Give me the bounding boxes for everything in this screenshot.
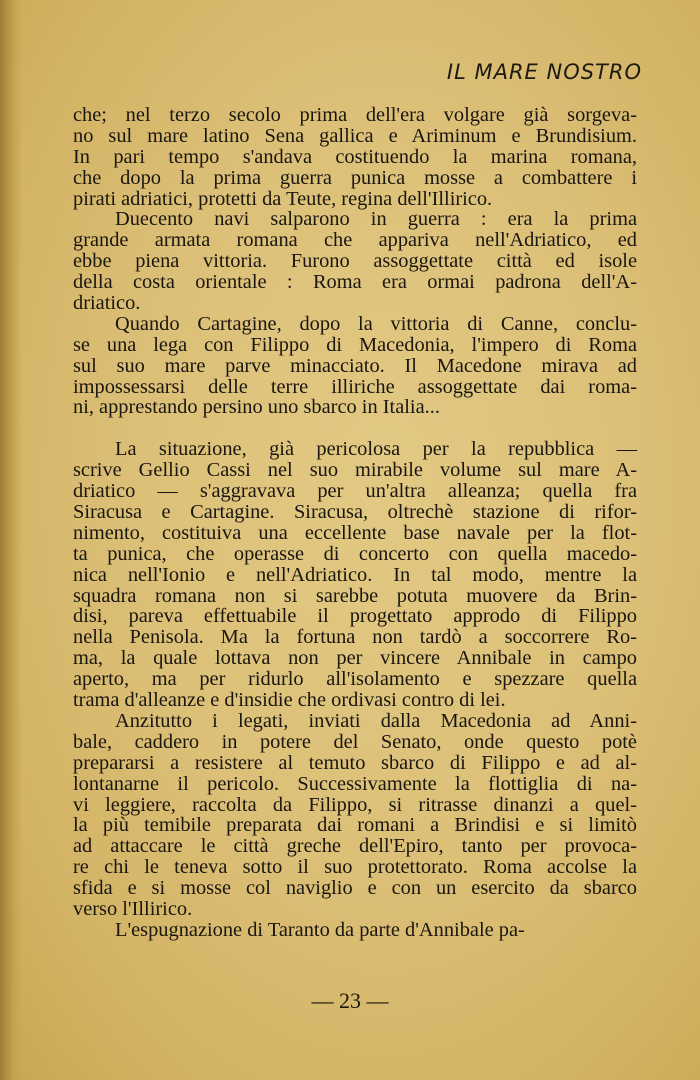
body-text bbox=[73, 105, 637, 941]
text-line: la più temibile preparata dai romani a Brindisi e si limitò bbox=[73, 814, 637, 837]
text-line: nica nell'Ionio e nell'Adriatico. In tal modo, mentre la bbox=[73, 563, 637, 586]
text-line: sfida e si mosse col naviglio e con un esercito da sbarco bbox=[73, 877, 637, 900]
paragraph bbox=[73, 314, 637, 418]
text-line: ni, apprestando persino uno sbarco in Italia... bbox=[73, 396, 440, 419]
text-line: re chi le teneva sotto il suo protettorato. Roma accolse la bbox=[73, 856, 637, 879]
text-line: In pari tempo s'andava costituendo la marina romana, bbox=[73, 145, 637, 168]
text-line: nella Penisola. Ma la fortuna non tardò a soccorrere Ro- bbox=[73, 626, 637, 649]
text-line: La situazione, già pericolosa per la repubblica — bbox=[115, 438, 637, 461]
text-line: scrive Gellio Cassi nel suo mirabile volume sul mare A- bbox=[73, 459, 637, 482]
text-line: ad attaccare le città greche dell'Epiro, tanto per provoca- bbox=[73, 835, 637, 858]
running-head: IL MARE NOSTRO bbox=[446, 60, 642, 84]
text-line: verso l'Illirico. bbox=[73, 897, 193, 920]
text-line: vi leggiere, raccolta da Filippo, si ritrasse dinanzi a quel- bbox=[73, 793, 637, 816]
text-line: disi, pareva effettuabile il progettato approdo di Filippo bbox=[73, 605, 637, 628]
text-line: della costa orientale : Roma era ormai padrona dell'A- bbox=[73, 271, 637, 294]
paragraph bbox=[73, 209, 637, 313]
text-line: ma, la quale lottava non per vincere Annibale in campo bbox=[73, 647, 637, 670]
text-line: nimento, costituiva una eccellente base navale per la flot- bbox=[73, 521, 637, 544]
text-line: squadra romana non si sarebbe potuta muovere da Brin- bbox=[73, 584, 637, 607]
text-line: bale, caddero in potere del Senato, onde questo potè bbox=[73, 730, 637, 753]
text-line: ebbe piena vittoria. Furono assoggettate città ed isole bbox=[73, 250, 637, 273]
text-line: driatico. bbox=[73, 292, 141, 315]
text-line: Siracusa e Cartagine. Siracusa, oltrechè stazione di rifor- bbox=[73, 501, 637, 524]
text-line: L'espugnazione di Taranto da parte d'Annibale pa- bbox=[115, 918, 525, 941]
page-number: — 23 — bbox=[311, 988, 389, 1013]
text-line: Duecento navi salparono in guerra : era la prima bbox=[115, 208, 637, 231]
paragraph bbox=[73, 105, 637, 209]
text-line: aperto, ma per ridurlo all'isolamento e spezzare quella bbox=[73, 668, 637, 691]
text-line: che; nel terzo secolo prima dell'era volgare già sorgeva- bbox=[73, 104, 637, 126]
text-line: lontanarne il pericolo. Successivamente la flottiglia di na- bbox=[73, 772, 637, 795]
text-line: Quando Cartagine, dopo la vittoria di Canne, conclu- bbox=[115, 312, 637, 335]
text-line: driatico — s'aggravava per un'altra alleanza; quella fra bbox=[73, 480, 637, 503]
text-line: no sul mare latino Sena gallica e Ariminum e Brundisium. bbox=[73, 124, 637, 147]
paragraph bbox=[73, 920, 637, 941]
text-line: impossessarsi delle terre illiriche assoggettate dai roma- bbox=[73, 375, 637, 398]
text-line: ta punica, che operasse di concerto con quella macedo- bbox=[73, 542, 637, 565]
paragraph bbox=[73, 711, 637, 920]
text-line: se una lega con Filippo di Macedonia, l'impero di Roma bbox=[73, 333, 637, 356]
text-line: che dopo la prima guerra punica mosse a combattere i bbox=[73, 166, 637, 189]
paragraph-gap bbox=[73, 418, 637, 439]
text-line: prepararsi a resistere al temuto sbarco di Filippo e ad al- bbox=[73, 751, 637, 774]
text-line: trama d'alleanze e d'insidie che ordivasi contro di lei. bbox=[73, 689, 506, 712]
text-line: sul suo mare parve minacciato. Il Macedone mirava ad bbox=[73, 354, 637, 377]
text-line: grande armata romana che appariva nell'Adriatico, ed bbox=[73, 229, 637, 252]
text-line: pirati adriatici, protetti da Teute, regina dell'Illirico. bbox=[73, 187, 493, 210]
text-line: Anzitutto i legati, inviati dalla Macedonia ad Anni- bbox=[115, 709, 637, 732]
paragraph bbox=[73, 439, 637, 711]
